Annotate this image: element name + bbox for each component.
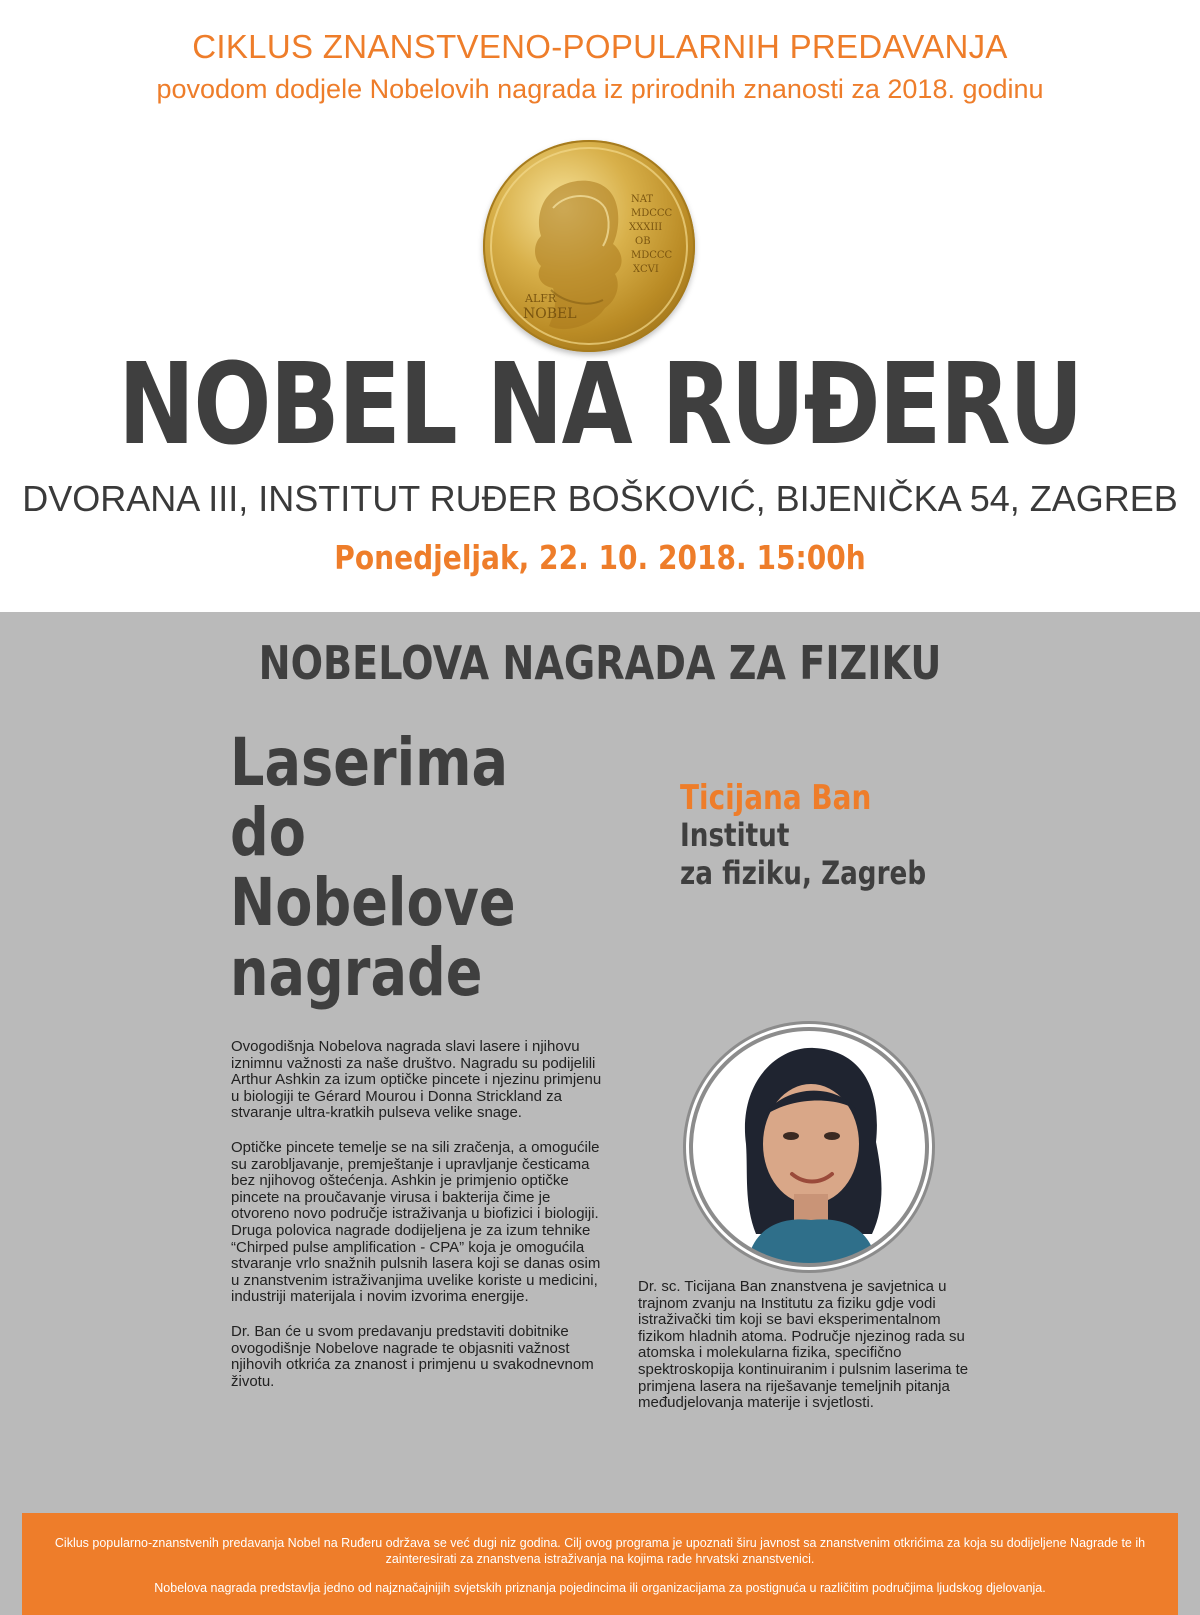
medal-inscription-alfr: ALFR: [525, 292, 557, 305]
lecture-title-line: Laserima do: [230, 724, 509, 871]
medal-inscription-xcvi: XCVI: [633, 264, 659, 275]
medal-inscription-xxxiii: XXXIII: [629, 222, 663, 233]
series-subtitle: povodom dodjele Nobelovih nagrada iz prirodnih znanosti za 2018. godinu: [156, 74, 1044, 104]
section-title: NOBELOVA NAGRADA ZA FIZIKU: [258, 636, 942, 690]
description-paragraph: Dr. Ban će u svom predavanju predstaviti dobitnike ovogodišnje Nobelove nagrade te objasniti važnost njihovih otkrića za znanost i primjenu u svakodnevnom životu.: [231, 1322, 594, 1390]
footer-banner: [22, 1513, 1178, 1615]
lecture-title-line: Nobelove: [230, 864, 516, 941]
lecture-title-line: nagrade: [230, 934, 483, 1011]
series-title: CIKLUS ZNANSTVENO-POPULARNIH PREDAVANJA: [192, 28, 1008, 65]
medal-inscription-nobel: NOBEL: [523, 306, 577, 322]
venue-text: DVORANA III, INSTITUT RUĐER BOŠKOVIĆ, BIJENIČKA 54, ZAGREB: [22, 478, 1178, 519]
description-paragraph: Optičke pincete temelje se na sili zračenja, a omogućile su zarobljavanje, premještanje i upravljanje česticama bez njihovog oštećenja. Ashkin je primjenio optičke pincete na proučavanje virusa i bakterija čime je otvoreno novo područje istraživanja u biofizici i biologiji. Druga polovica nagrade dodijeljena je za izum tehnike “Chirped pulse amplification - CPA” koja je omogućila stvaranje vrlo snažnih pulsnih lasera koji se danas osim u znanstvenim istraživanjima uvelike koriste u medicini, industriji materijala i novim izvorima energije.: [231, 1138, 601, 1306]
speaker-institution-line: Institut: [680, 816, 790, 854]
header-section: [0, 0, 1200, 612]
footer-paragraph-2: Nobelova nagrada predstavlja jedno od najznačajnijih svjetskih priznanja pojedincima ili organizacijama za postignuća u različitim područjima ljudskog djelovanja.: [154, 1581, 1046, 1595]
medal-inscription-mdccc-2: MDCCC: [631, 250, 673, 261]
lecture-title: [230, 724, 583, 1011]
speaker-institution: [680, 816, 926, 892]
description-paragraph: Ovogodišnja Nobelova nagrada slavi lasere i njihovu iznimnu važnosti za naše društvo. Nagradu su podijelili Arthur Ashkin za izum optičke pincete i njezinu primjenu u biologiji te Gérard Mourou i Donna Strickland za stvaranje ultra-kratkih pulseva velike snage.: [231, 1038, 602, 1122]
main-title: NOBEL NA RUĐERU: [118, 340, 1082, 470]
speaker-portrait-icon: [686, 1024, 932, 1270]
nobel-medal-icon: [483, 140, 695, 352]
medal-inscription-nat: NAT: [631, 194, 654, 205]
speaker-name: Ticijana Ban: [680, 778, 872, 818]
medal-inscription-ob: OB: [635, 236, 651, 247]
speaker-institution-line: za fiziku, Zagreb: [680, 854, 927, 892]
speaker-bio: [638, 1279, 988, 1412]
bio-paragraph: Dr. sc. Ticijana Ban znanstvena je savjetnica u trajnom zvanju na Institutu za fiziku gdje vodi istraživački tim koji se bavi eksperimentalnom fizikom hladnih atoma. Područje njezinog rada su atomska i molekularna fizika, specifično spektroskopija kontinuiranim i pulsnim laserima te primjena lasera na riješavanje temeljnih pitanja međudjelovanja materije i svjetlosti.: [638, 1278, 969, 1412]
lecture-description: [231, 1039, 611, 1408]
event-datetime: Ponedjeljak, 22. 10. 2018. 15:00h: [334, 538, 866, 577]
medal-inscription-mdccc-1: MDCCC: [631, 208, 673, 219]
footer-paragraph-1: Ciklus popularno-znanstvenih predavanja Nobel na Ruđeru održava se već dugi niz godina. Cilj ovog programa je upoznati širu javnost sa znanstvenim otkrićima za koja su dodijeljene Nagrade te ih zainteresirati za znanstvena istraživanja na kojima rade hrvatski znanstvenici.: [54, 1536, 1146, 1566]
